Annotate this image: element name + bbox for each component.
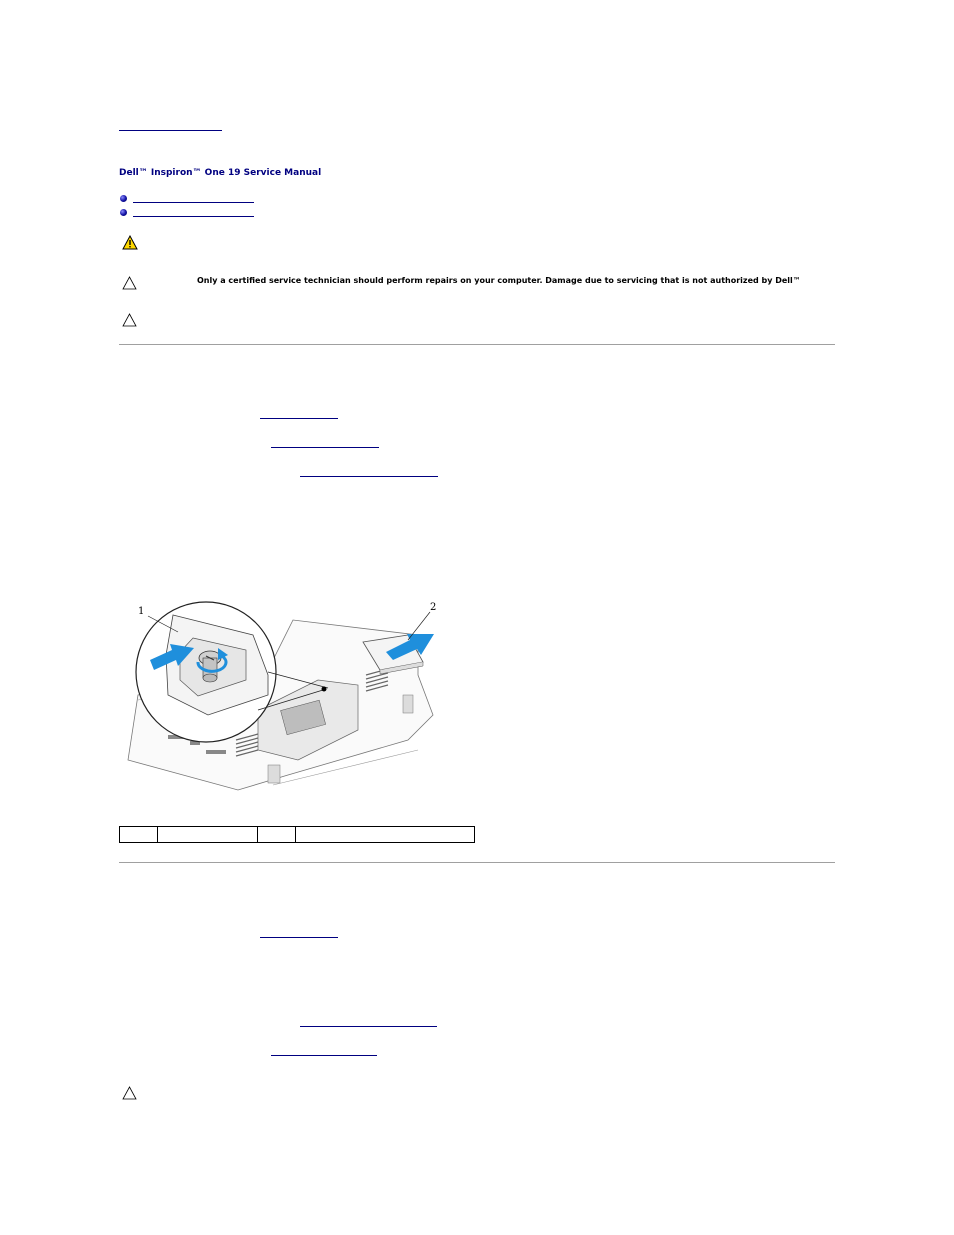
section-divider — [119, 344, 835, 345]
caution-text: Only a certified service technician should perform repairs on your computer. Damage due to servicing that is not authorized by Dell™ — [197, 276, 801, 285]
toc-link-removing[interactable] — [133, 192, 254, 204]
caution-icon — [122, 313, 137, 327]
callout-2: 2 — [430, 602, 437, 613]
link-underline — [271, 447, 379, 448]
table-cell — [158, 827, 258, 843]
warning-icon — [122, 235, 138, 250]
link-underline — [300, 476, 438, 477]
table-cell — [120, 827, 158, 843]
procedure-link[interactable] — [260, 408, 338, 420]
toc-link-replacing[interactable] — [133, 206, 254, 218]
link-underline — [260, 418, 338, 419]
table-row — [120, 827, 475, 843]
procedure-link[interactable] — [260, 927, 338, 939]
procedure-link[interactable] — [300, 1016, 437, 1028]
section-divider — [119, 862, 835, 863]
bullet-icon — [120, 195, 127, 202]
table-cell — [258, 827, 296, 843]
link-underline — [300, 1026, 437, 1027]
bullet-icon — [120, 209, 127, 216]
back-to-contents-link[interactable] — [119, 118, 222, 132]
page-title: Dell™ Inspiron™ One 19 Service Manual — [119, 168, 322, 178]
link-underline — [271, 1055, 377, 1056]
link-underline — [133, 202, 254, 203]
caution-icon — [122, 1086, 137, 1100]
link-underline — [260, 937, 338, 938]
table-cell — [296, 827, 475, 843]
procedure-link[interactable] — [271, 1045, 377, 1057]
caution-icon — [122, 276, 137, 290]
link-underline — [119, 130, 222, 131]
callout-1: 1 — [138, 606, 145, 617]
procedure-link[interactable] — [271, 437, 379, 449]
procedure-link[interactable] — [300, 466, 438, 478]
callout-legend-table — [119, 826, 475, 843]
link-underline — [133, 216, 254, 217]
removal-illustration — [118, 600, 448, 800]
